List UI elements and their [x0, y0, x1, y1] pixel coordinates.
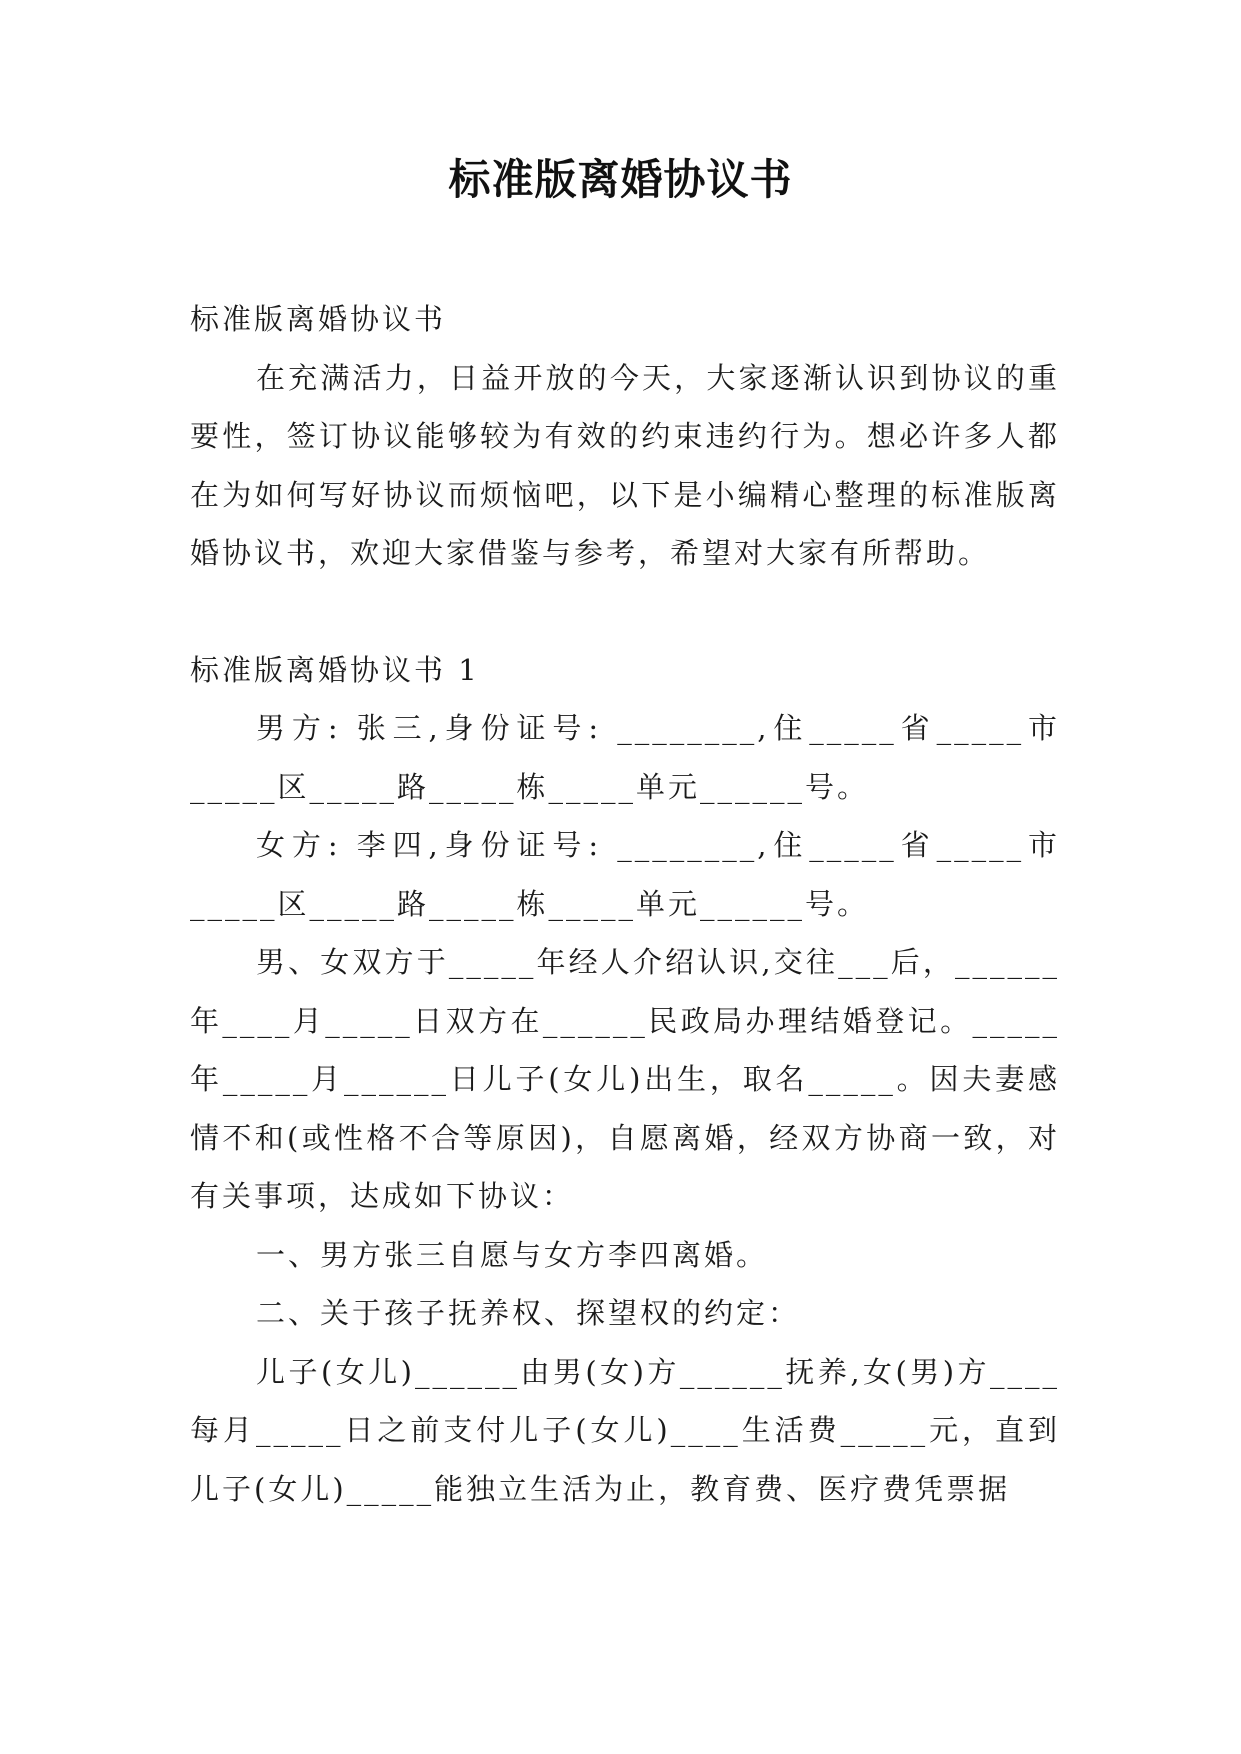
party-female-paragraph: 女方: 李四,身份证号: ________,住_____省_____市_____区_____路_____栋_____单元______号。	[190, 828, 1060, 921]
intro-heading: 标准版离婚协议书	[190, 302, 447, 336]
intro-paragraph: 在充满活力，日益开放的今天，大家逐渐认识到协议的重要性，签订协议能够较为有效的约束违约行为。想必许多人都在为如何写好协议而烦恼吧，以下是小编精心整理的标准版离婚协议书，欢迎大家借鉴与参考，希望对大家有所帮助。	[190, 360, 1060, 570]
party-male-paragraph: 男方: 张三,身份证号: ________,住_____省_____市_____区_____路_____栋_____单元______号。	[190, 711, 1060, 804]
marriage-background-paragraph: 男、女双方于_____年经人介绍认识,交往___后，______年____月_____日双方在______民政局办理结婚登记。_____年_____月______日儿子(女儿)出生，取名_____。因夫妻感情不和(或性格不合等原因)，自愿离婚，经双方协商一致，对有关事项，达成如下协议：	[190, 945, 1060, 1213]
document-body	[190, 290, 1060, 1518]
document-title: 标准版离婚协议书	[448, 155, 793, 204]
section-spacer	[190, 583, 1060, 641]
clause-one: 一、男方张三自愿与女方李四离婚。	[256, 1237, 769, 1272]
custody-paragraph: 儿子(女儿)______由男(女)方______抚养,女(男)方____每月_____日之前支付儿子(女儿)____生活费_____元，直到儿子(女儿)_____能独立生活为止，教育费、医疗费凭票据	[190, 1354, 1060, 1506]
clause-two-heading: 二、关于孩子抚养权、探望权的约定：	[256, 1296, 801, 1330]
section-heading: 标准版离婚协议书 1	[190, 652, 480, 687]
